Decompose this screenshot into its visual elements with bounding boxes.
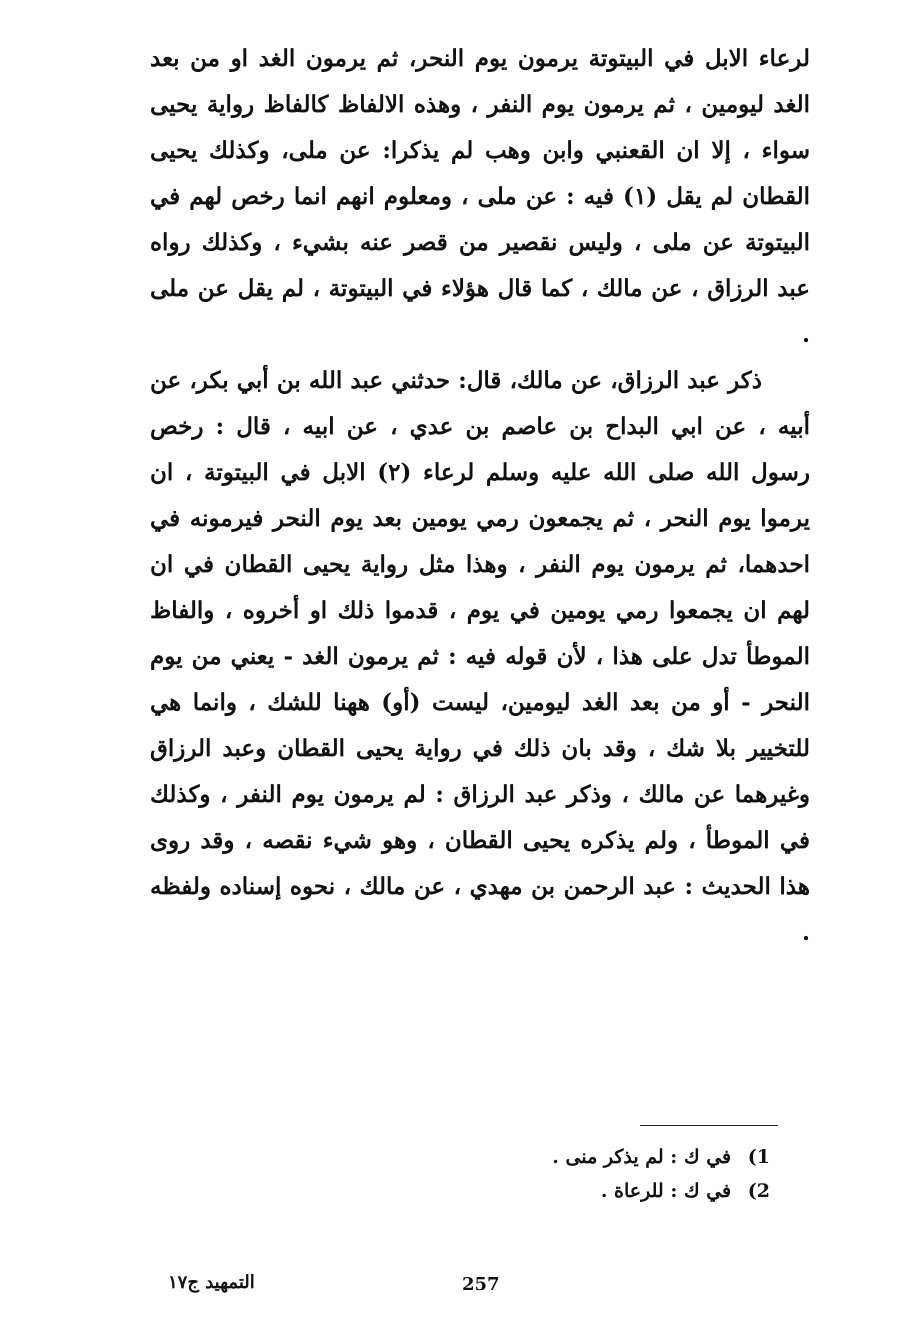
running-title: التمهيد ج١٧	[168, 1272, 255, 1293]
footnote-text: في ك : لم يذكر منى .	[552, 1146, 732, 1168]
footnote-text: في ك : للرعاة .	[600, 1180, 732, 1202]
footnote-number: 2)	[747, 1180, 770, 1202]
footnote-number: 1)	[747, 1146, 770, 1168]
footnote-2	[420, 1174, 770, 1208]
page-number: 257	[462, 1274, 500, 1295]
footnote-1	[420, 1140, 770, 1174]
body-paragraph-2: ذكر عبد الرزاق، عن مالك، قال: حدثني عبد الله بن أبي بكر، عن أبيه ، عن ابي البداح بن عاصم بن عدي ، عن ابيه ، قال : رخص رسول الله صلى الله عليه وسلم لرعاء (٢) الابل في البيتوتة ، ان يرموا يوم النحر ، ثم يجمعون رمي يومين بعد يوم النحر فيرمونه في احدهما، ثم يرمون يوم النفر ، وهذا مثل رواية يحيى القطان في ان لهم ان يجمعوا رمي يومين في يوم ، قدموا ذلك او أخروه ، والفاظ الموطأ تدل على هذا ، لأن قوله فيه : ثم يرمون الغد - يعني من يوم النحر - أو من بعد الغد ليومين، ليست (أو) ههنا للشك ، وانما هي للتخيير بلا شك ، وقد بان ذلك في رواية يحيى القطان وعبد الرزاق وغيرهما عن مالك ، وذكر عبد الرزاق : لم يرمون يوم النفر ، وكذلك في الموطأ ، ولم يذكره يحيى القطان ، وهو شيء نقصه ، وقد روى هذا الحديث : عبد الرحمن بن مهدي ، عن مالك ، نحوه إسناده ولفظه .	[150, 367, 811, 946]
body-paragraph-1: لرعاء الابل في البيتوتة يرمون يوم النحر، ثم يرمون الغد او من بعد الغد ليومين ، ثم يرمون يوم النفر ، وهذه الالفاظ كالفاظ رواية يحيى سواء ، إلا ان القعنبي وابن وهب لم يذكرا: عن ملى، وكذلك يحيى القطان لم يقل (١) فيه : عن ملى ، ومعلوم انهم انما رخص لهم في البيتوتة عن ملى ، وليس نقصير من قصر عنه بشيء ، وكذلك رواه عبد الرزاق ، عن مالك ، كما قال هؤلاء في البيتوتة ، لم يقل عن ملى .	[150, 45, 810, 348]
footnotes	[420, 1140, 770, 1208]
footnote-divider	[640, 1125, 778, 1126]
